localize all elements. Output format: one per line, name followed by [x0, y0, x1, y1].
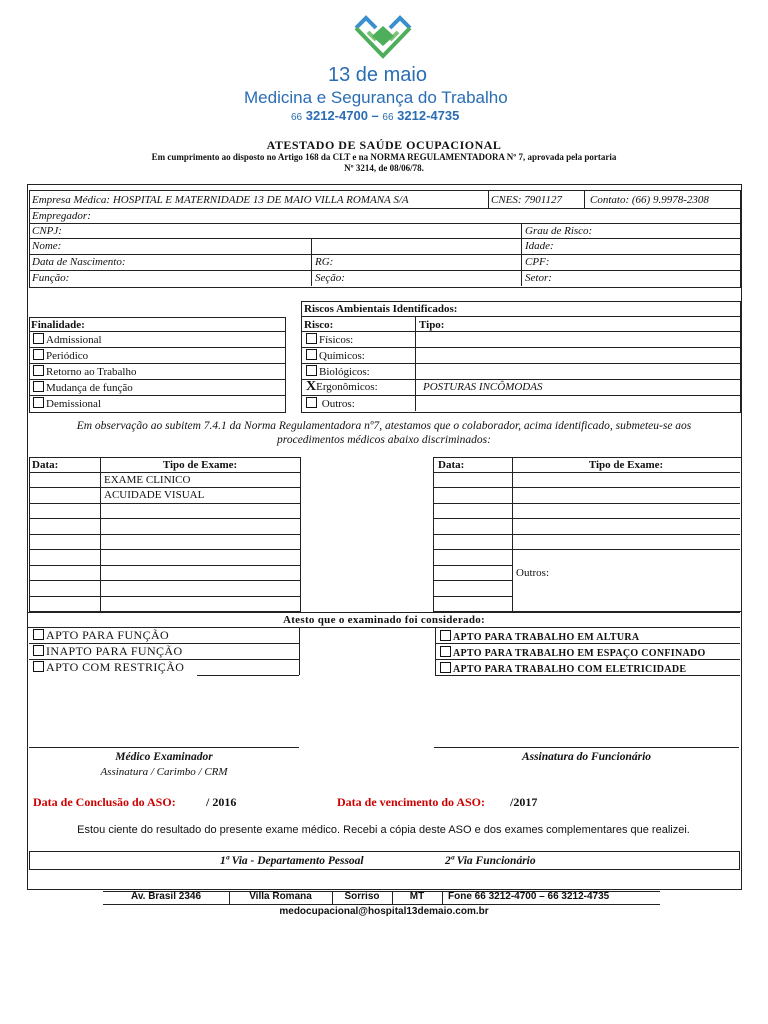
assinatura-funcionario-label: Assinatura do Funcionário [521, 751, 652, 763]
empregador-field[interactable]: Empregador: [32, 210, 91, 222]
finalidade-title: Finalidade: [31, 319, 85, 331]
medico-sub-label: Assinatura / Carimbo / CRM [100, 766, 228, 778]
exame-item: ACUIDADE VISUAL [104, 489, 205, 501]
finalidade-mudanca[interactable]: Mudança de função [33, 381, 133, 395]
brand-phones: 66 3212-4700 – 66 3212-4735 [291, 108, 460, 123]
exames-outros: Outros: [516, 567, 549, 579]
funcao-field[interactable]: Função: [32, 272, 70, 284]
brand-subtitle: Medicina e Segurança do Trabalho [244, 88, 508, 107]
doc-title: ATESTADO DE SAÚDE OCUPACIONAL [266, 138, 502, 152]
risco-quimicos[interactable]: Químicos: [306, 349, 365, 363]
finalidade-periodico[interactable]: Periódico [33, 349, 88, 363]
finalidade-admissional[interactable]: Admissional [33, 333, 102, 347]
riscos-col-tipo: Tipo: [419, 319, 445, 331]
riscos-col-risco: Risco: [304, 319, 334, 331]
cnes-field: CNES: 7901127 [491, 194, 562, 206]
medico-examinador-label: Médico Examinador [115, 751, 213, 763]
setor-field[interactable]: Setor: [525, 272, 552, 284]
exames-left-col-tipo: Tipo de Exame: [162, 459, 238, 471]
footer-email[interactable]: medocupacional@hospital13demaio.com.br [279, 906, 489, 917]
heart-logo-icon [350, 14, 416, 66]
footer-phone: Fone 66 3212-4700 – 66 3212-4735 [448, 891, 610, 902]
apto-confinado-checkbox[interactable]: APTO PARA TRABALHO EM ESPAÇO CONFINADO [440, 646, 706, 660]
idade-field[interactable]: Idade: [525, 240, 554, 252]
riscos-table [301, 301, 741, 413]
exames-left-col-data: Data: [32, 459, 59, 471]
riscos-title: Riscos Ambientais Identificados: [304, 303, 458, 315]
risco-fisicos[interactable]: Físicos: [306, 333, 353, 347]
vencimento-label: Data de vencimento do ASO: [337, 795, 485, 809]
exames-right-col-tipo: Tipo de Exame: [588, 459, 664, 471]
risco-ergonomicos-tipo: POSTURAS INCÔMODAS [423, 381, 543, 393]
grau-risco-field[interactable]: Grau de Risco: [525, 225, 593, 237]
apto-funcao-checkbox[interactable]: APTO PARA FUNÇÃO [33, 629, 169, 642]
apto-eletricidade-checkbox[interactable]: APTO PARA TRABALHO COM ELETRICIDADE [440, 662, 686, 676]
empresa-field: Empresa Médica: HOSPITAL E MATERNIDADE 13 DE MAIO VILLA ROMANA S/A [32, 194, 409, 206]
cnpj-field[interactable]: CNPJ: [32, 225, 62, 237]
atesto-title: Atesto que o examinado foi considerado: [282, 614, 486, 626]
secao-field[interactable]: Seção: [315, 272, 345, 284]
finalidade-demissional[interactable]: Demissional [33, 397, 101, 411]
footer-state: MT [409, 891, 425, 902]
risco-biologicos[interactable]: Biológicos: [306, 365, 370, 379]
doc-portaria: Nº 3214, de 08/06/78. [344, 163, 424, 173]
cpf-field[interactable]: CPF: [525, 256, 550, 268]
nascimento-field[interactable]: Data de Nascimento: [32, 256, 126, 268]
footer-address: Av. Brasil 2346 [130, 891, 202, 902]
apto-altura-checkbox[interactable]: APTO PARA TRABALHO EM ALTURA [440, 630, 639, 644]
conclusao-value[interactable]: / 2016 [206, 795, 237, 809]
finalidade-retorno[interactable]: Retorno ao Trabalho [33, 365, 136, 379]
observacao-text: Em observação ao subitem 7.4.1 da Norma Regulamentadora nº7, atestamos que o colaborador, acima identificado, submeteu-se aos procedimentos médicos abaixo discriminados: [76, 420, 692, 446]
via1-label: 1ª Via - Departamento Pessoal [220, 855, 364, 867]
exames-right-col-data: Data: [438, 459, 465, 471]
risco-outros[interactable]: Outros: [306, 397, 355, 411]
via2-label: 2ª Via Funcionário [445, 855, 536, 867]
nome-field[interactable]: Nome: [32, 240, 62, 252]
footer-district: Villa Romana [249, 891, 312, 902]
apto-restricao-checkbox[interactable]: APTO COM RESTRIÇÃO [33, 661, 184, 674]
risco-ergonomicos[interactable]: XErgonômicos: [306, 379, 378, 394]
footer-city: Sorriso [344, 891, 380, 902]
rg-field[interactable]: RG: [315, 256, 334, 268]
brand-name: 13 de maio [328, 64, 427, 86]
contato-field: Contato: (66) 9.9978-2308 [590, 194, 709, 206]
doc-subtitle: Em cumprimento ao disposto no Artigo 168 da CLT e na NORMA REGULAMENTADORA Nº 7, aprovada pela portaria [151, 152, 617, 162]
vencimento-value[interactable]: /2017 [510, 795, 538, 809]
inapto-funcao-checkbox[interactable]: INAPTO PARA FUNÇÃO [33, 645, 183, 658]
ciente-text: Estou ciente do resultado do presente exame médico. Recebi a cópia deste ASO e dos exames complementares que realizei. [77, 824, 690, 836]
conclusao-label: Data de Conclusão do ASO: [33, 795, 176, 809]
exame-item: EXAME CLINICO [104, 474, 191, 486]
